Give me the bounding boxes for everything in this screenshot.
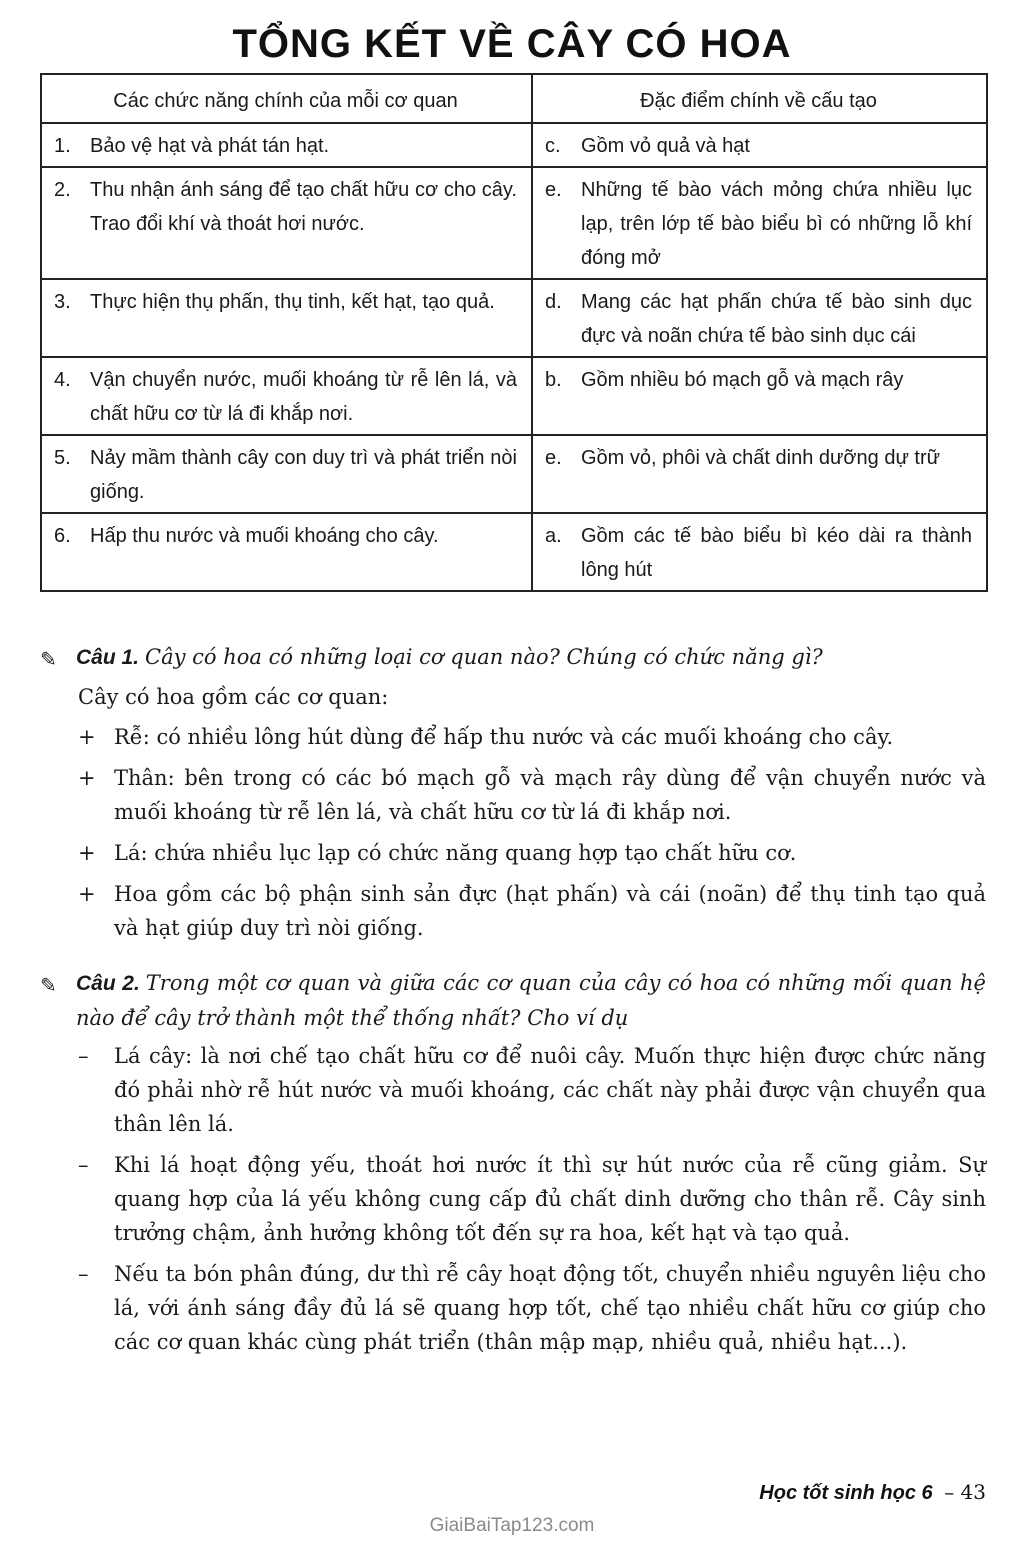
table-row	[41, 123, 987, 167]
list-item	[40, 1039, 986, 1141]
watermark: GiaiBaiTap123.com	[429, 1515, 595, 1536]
function-cell	[41, 167, 532, 279]
page-number: – 43	[944, 1480, 986, 1504]
feature-cell	[532, 279, 987, 357]
summary-table	[40, 73, 988, 592]
table-header-row	[41, 74, 987, 123]
feature-text: Gồm các tế bào biểu bì kéo dài ra thành lông hút	[581, 525, 972, 581]
row-letter: e.	[545, 447, 562, 469]
function-text: Hấp thu nước và muối khoáng cho cây.	[90, 525, 439, 547]
row-number: 4.	[54, 369, 71, 391]
row-letter: a.	[545, 525, 562, 547]
function-cell	[41, 357, 532, 435]
dash-marker: –	[78, 1044, 89, 1068]
page-title: TỔNG KẾT VỀ CÂY CÓ HOA	[232, 22, 792, 66]
table-row	[41, 513, 987, 591]
list-item	[40, 761, 986, 829]
function-text: Bảo vệ hạt và phát tán hạt.	[90, 135, 330, 157]
function-text: Thu nhận ánh sáng để tạo chất hữu cơ cho cây. Trao đổi khí và thoát hơi nước.	[90, 179, 517, 235]
question-label: Câu 2.	[76, 972, 140, 995]
function-cell	[41, 279, 532, 357]
list-item	[40, 877, 986, 945]
item-text: Hoa gồm các bộ phận sinh sản đực (hạt phấn) và cái (noãn) để thụ tinh tạo quả và hạt giúp duy trì nòi giống.	[114, 882, 986, 940]
table-row	[41, 167, 987, 279]
header-functions: Các chức năng chính của mỗi cơ quan	[41, 74, 532, 123]
feature-text: Những tế bào vách mỏng chứa nhiều lục lạp, trên lớp tế bào biểu bì có những lỗ khí đóng mở	[581, 179, 972, 269]
pencil-hand-icon: ✎	[40, 973, 57, 997]
function-cell	[41, 513, 532, 591]
table-row	[41, 357, 987, 435]
item-text: Lá: chứa nhiều lục lạp có chức năng quang hợp tạo chất hữu cơ.	[114, 841, 797, 865]
row-number: 1.	[54, 135, 71, 157]
book-title: Học tốt sinh học 6	[759, 1482, 933, 1504]
item-text: Lá cây: là nơi chế tạo chất hữu cơ để nuôi cây. Muốn thực hiện được chức năng đó phải nhờ rễ hút nước và muối khoáng, các chất này phải được vận chuyển qua thân lên lá.	[114, 1044, 986, 1136]
item-text: Nếu ta bón phân đúng, dư thì rễ cây hoạt động tốt, chuyển nhiều nguyên liệu cho lá, với ánh sáng đầy đủ lá sẽ quang hợp tốt, chế tạo nhiều chất hữu cơ giúp cho các cơ quan khác cùng phát triển (thân mập mạp, nhiều quả, nhiều hạt...).	[114, 1262, 986, 1354]
function-text: Nảy mầm thành cây con duy trì và phát triển nòi giống.	[90, 447, 517, 503]
plus-marker: +	[78, 882, 96, 906]
row-number: 2.	[54, 179, 71, 201]
function-text: Vận chuyển nước, muối khoáng từ rễ lên lá, và chất hữu cơ từ lá đi khắp nơi.	[90, 369, 517, 425]
table-row	[41, 279, 987, 357]
page-footer	[759, 1480, 986, 1505]
question-text: Trong một cơ quan và giữa các cơ quan của cây có hoa có những mối quan hệ nào để cây trở thành một thể thống nhất? Cho ví dụ	[76, 971, 986, 1030]
dash-marker: –	[78, 1153, 89, 1177]
list-item	[40, 1257, 986, 1359]
feature-cell	[532, 123, 987, 167]
question-text: Cây có hoa có những loại cơ quan nào? Chúng có chức năng gì?	[145, 645, 823, 669]
list-item	[40, 836, 986, 870]
feature-text: Gồm nhiều bó mạch gỗ và mạch rây	[581, 369, 904, 391]
function-cell	[41, 123, 532, 167]
plus-marker: +	[78, 766, 96, 790]
plus-marker: +	[78, 841, 96, 865]
answer-intro: Cây có hoa gồm các cơ quan:	[78, 685, 389, 709]
table-row	[41, 435, 987, 513]
function-cell	[41, 435, 532, 513]
row-letter: c.	[545, 135, 561, 157]
feature-text: Gồm vỏ, phôi và chất dinh dưỡng dự trữ	[581, 447, 941, 469]
item-text: Khi lá hoạt động yếu, thoát hơi nước ít thì sự hút nước của rễ cũng giảm. Sự quang hợp của lá yếu không cung cấp đủ chất dinh dưỡng cho thân rễ. Cây sinh trưởng chậm, ảnh hưởng không tốt đến sự ra hoa, kết hạt và tạo quả.	[114, 1153, 986, 1245]
row-number: 6.	[54, 525, 71, 547]
feature-cell	[532, 167, 987, 279]
question-1	[40, 640, 986, 676]
feature-text: Gồm vỏ quả và hạt	[581, 135, 750, 157]
row-letter: e.	[545, 179, 562, 201]
row-number: 5.	[54, 447, 71, 469]
question-label: Câu 1.	[76, 646, 140, 669]
feature-cell	[532, 435, 987, 513]
plus-marker: +	[78, 725, 96, 749]
feature-text: Mang các hạt phấn chứa tế bào sinh dục đực và noãn chứa tế bào sinh dục cái	[581, 291, 972, 347]
row-letter: d.	[545, 291, 562, 313]
list-item	[40, 1148, 986, 1250]
answers-section	[40, 640, 986, 1366]
question-2	[40, 966, 986, 1035]
item-text: Thân: bên trong có các bó mạch gỗ và mạch rây dùng để vận chuyển nước và muối khoáng từ rễ lên lá, và chất hữu cơ từ lá đi khắp nơi.	[114, 766, 986, 824]
feature-cell	[532, 513, 987, 591]
row-letter: b.	[545, 369, 562, 391]
pencil-hand-icon: ✎	[40, 647, 57, 671]
function-text: Thực hiện thụ phấn, thụ tinh, kết hạt, tạo quả.	[90, 291, 495, 313]
item-text: Rễ: có nhiều lông hút dùng để hấp thu nước và các muối khoáng cho cây.	[114, 725, 894, 749]
header-structure: Đặc điểm chính về cấu tạo	[532, 74, 987, 123]
row-number: 3.	[54, 291, 71, 313]
feature-cell	[532, 357, 987, 435]
list-item	[40, 720, 986, 754]
dash-marker: –	[78, 1262, 89, 1286]
